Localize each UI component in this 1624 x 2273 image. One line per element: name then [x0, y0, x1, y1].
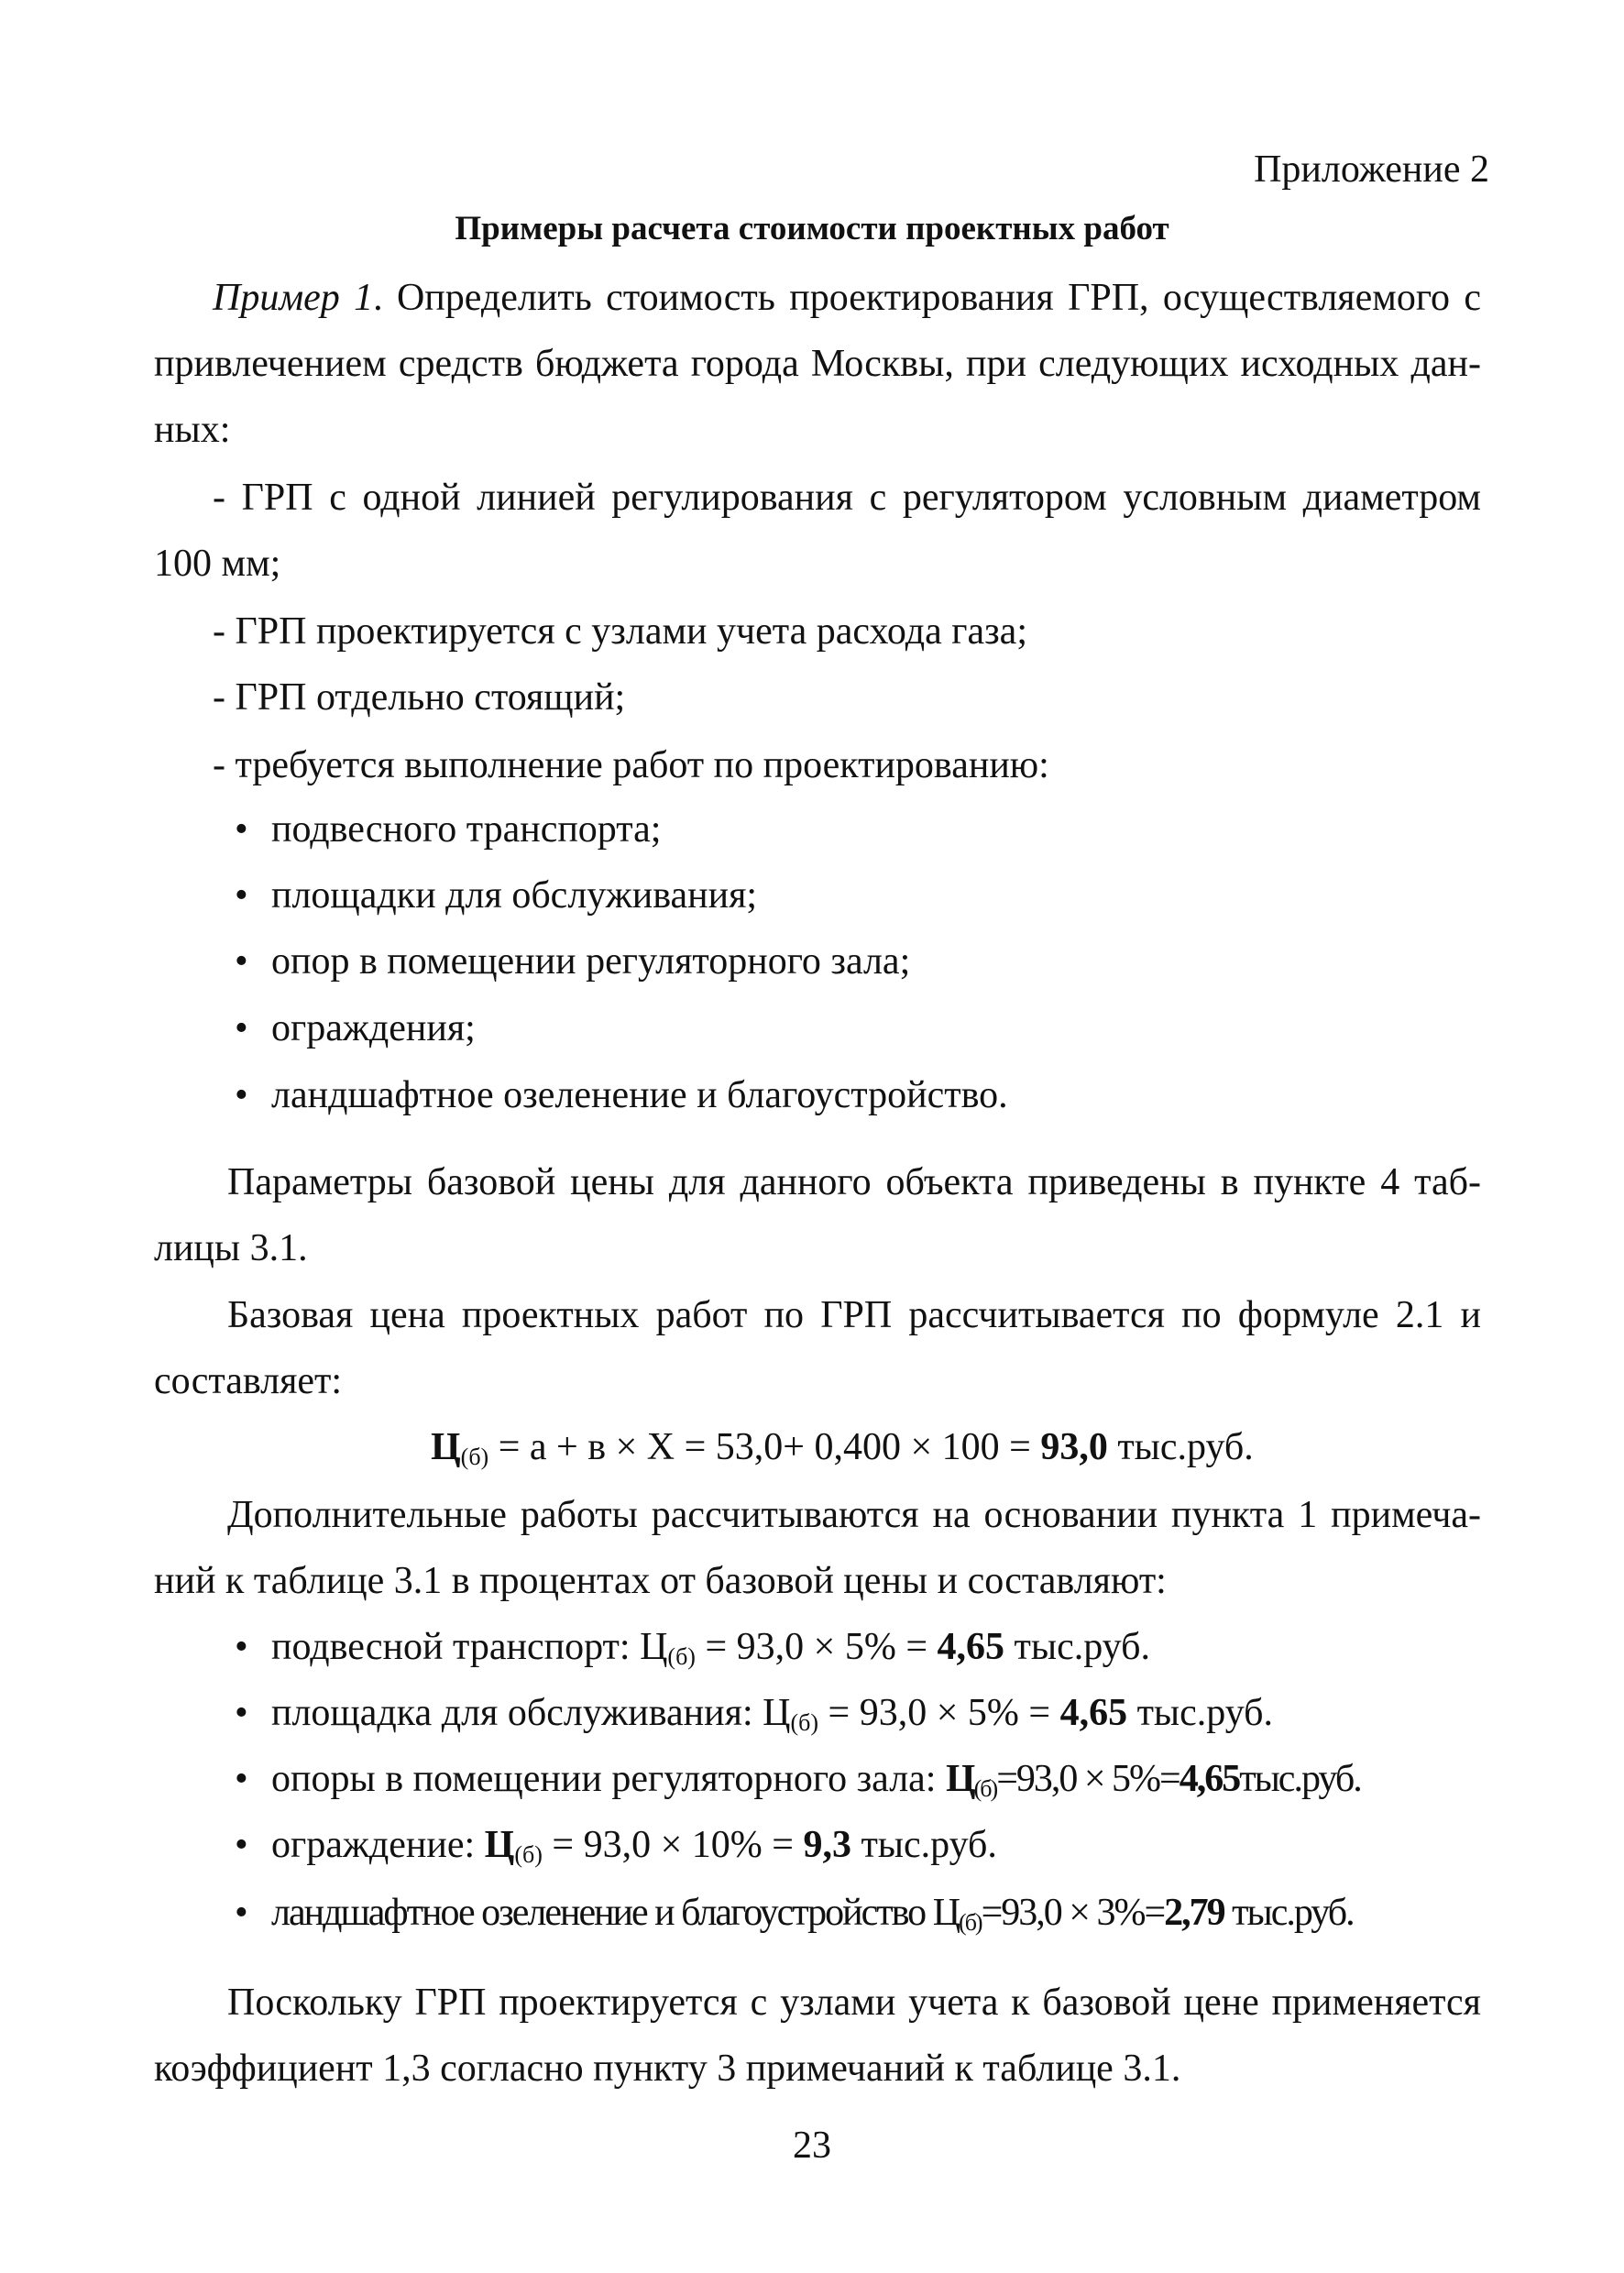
formula-result: 93,0 [1040, 1426, 1108, 1468]
coef-line-2: коэффициент 1,3 согласно пункту 3 примечаний к таблице 3.1. [154, 2048, 1181, 2090]
bullet-icon: • [235, 1074, 248, 1116]
bullet-icon: • [235, 1824, 248, 1866]
condition-4: - требуется выполнение работ по проектированию: [213, 744, 1049, 786]
calc-item [235, 1822, 997, 1868]
price-subscript: (б) [667, 1643, 696, 1670]
price-subscript: (б) [790, 1709, 819, 1736]
bullet-icon: • [235, 1626, 248, 1668]
work-item-text: ландшафтное озеленение и благоустройство. [271, 1074, 1008, 1116]
work-item-text: подвесного транспорта; [271, 808, 662, 851]
calc-result: 4,65 [1179, 1758, 1240, 1800]
price-subscript: (б) [959, 1909, 982, 1936]
bullet-icon: • [235, 1007, 248, 1049]
additional-line-2: ний к таблице 3.1 в процентах от базовой цены и составляют: [154, 1560, 1167, 1602]
calc-expression: = 93,0 × 5% = [818, 1692, 1060, 1734]
work-item [235, 873, 758, 918]
work-item [235, 1005, 476, 1051]
calc-expression: = 93,0 × 10% = [542, 1824, 804, 1866]
base-price-formula [431, 1424, 1254, 1470]
condition-3: - ГРП отдельно стоящий; [213, 676, 626, 719]
base-line-2: составляет: [154, 1360, 343, 1402]
work-item-text: опор в помещении регуляторного зала; [271, 940, 911, 983]
price-symbol: Ц [640, 1626, 668, 1668]
work-item [235, 807, 662, 852]
example-text-1: . Определить стоимость проектирования ГРП, осуществляемого с [373, 277, 1481, 319]
calc-unit: тыс.руб. [1127, 1692, 1274, 1734]
calc-unit: тыс.руб. [1223, 1892, 1354, 1934]
example-line-1 [213, 275, 1481, 321]
price-symbol: Ц [932, 1892, 960, 1934]
calc-condensed [271, 1892, 1354, 1934]
example-line-2: привлечением средств бюджета города Москвы, при следующих исходных дан- [154, 343, 1481, 385]
calc-item [235, 1756, 1361, 1802]
work-item [235, 939, 911, 984]
bullet-icon: • [235, 1758, 248, 1800]
calc-item [235, 1690, 1274, 1736]
calc-expression: = 93,0 × 5% = [695, 1626, 938, 1668]
bullet-icon: • [235, 1692, 248, 1734]
calc-result: 4,65 [937, 1626, 1005, 1668]
additional-line-1: Дополнительные работы рассчитываются на основании пункта 1 примеча- [227, 1494, 1481, 1536]
condition-2: - ГРП проектируется с узлами учета расхода газа; [213, 610, 1027, 653]
work-item-text: площадки для обслуживания; [271, 874, 758, 917]
calc-item [235, 1624, 1150, 1670]
calc-unit: тыс.руб. [1004, 1626, 1150, 1668]
calc-label: ландшафтное озеленение и благоустройство [271, 1892, 933, 1934]
calc-result: 2,79 [1164, 1892, 1224, 1934]
work-item-text: ограждения; [271, 1007, 476, 1049]
calc-expression: =93,0 × 5%= [996, 1758, 1180, 1800]
calc-item [235, 1890, 1354, 1936]
price-symbol: Ц [763, 1692, 791, 1734]
condition-1-line-1: - ГРП с одной линией регулирования с регулятором условным диаметром [213, 477, 1481, 519]
bullet-icon: • [235, 1892, 248, 1934]
formula-expression: = а + в × Х = 53,0+ 0,400 × 100 = [488, 1426, 1041, 1468]
calc-unit: тыс.руб. [1239, 1758, 1361, 1800]
price-subscript: (б) [973, 1775, 997, 1802]
calc-unit: тыс.руб. [850, 1824, 997, 1866]
bullet-icon: • [235, 808, 248, 851]
calc-label: опоры в помещении регуляторного зала: [271, 1758, 946, 1800]
condition-1-line-2: 100 мм; [154, 543, 281, 585]
calc-result: 4,65 [1059, 1692, 1128, 1734]
work-item [235, 1072, 1008, 1118]
calc-label: подвесной транспорт: [271, 1626, 641, 1668]
bullet-icon: • [235, 874, 248, 917]
params-line-2: лицы 3.1. [154, 1227, 308, 1269]
base-line-1: Базовая цена проектных работ по ГРП рассчитывается по формуле 2.1 и [227, 1294, 1481, 1336]
calc-label: площадка для обслуживания: [271, 1692, 763, 1734]
appendix-label: Приложение 2 [1254, 148, 1489, 191]
calc-label: ограждение: [271, 1824, 485, 1866]
params-line-1: Параметры базовой цены для данного объекта приведены в пункте 4 таб- [227, 1161, 1481, 1203]
coef-line-1: Поскольку ГРП проектируется с узлами учета к базовой цене применяется [227, 1982, 1481, 2024]
example-label: Пример 1 [213, 277, 374, 319]
calc-condensed [946, 1758, 1361, 1800]
example-line-3: ных: [154, 409, 231, 451]
price-subscript: (б) [460, 1444, 489, 1470]
price-subscript: (б) [514, 1841, 543, 1868]
page-number: 23 [793, 2125, 831, 2167]
page-title: Примеры расчета стоимости проектных работ [455, 210, 1169, 247]
price-symbol: Ц [945, 1758, 974, 1800]
bullet-icon: • [235, 940, 248, 983]
calc-result: 9,3 [803, 1824, 851, 1866]
calc-expression: =93,0 × 3%= [981, 1892, 1165, 1934]
price-symbol: Ц [431, 1426, 461, 1468]
price-symbol: Ц [484, 1824, 515, 1866]
formula-unit: тыс.руб. [1107, 1426, 1254, 1468]
